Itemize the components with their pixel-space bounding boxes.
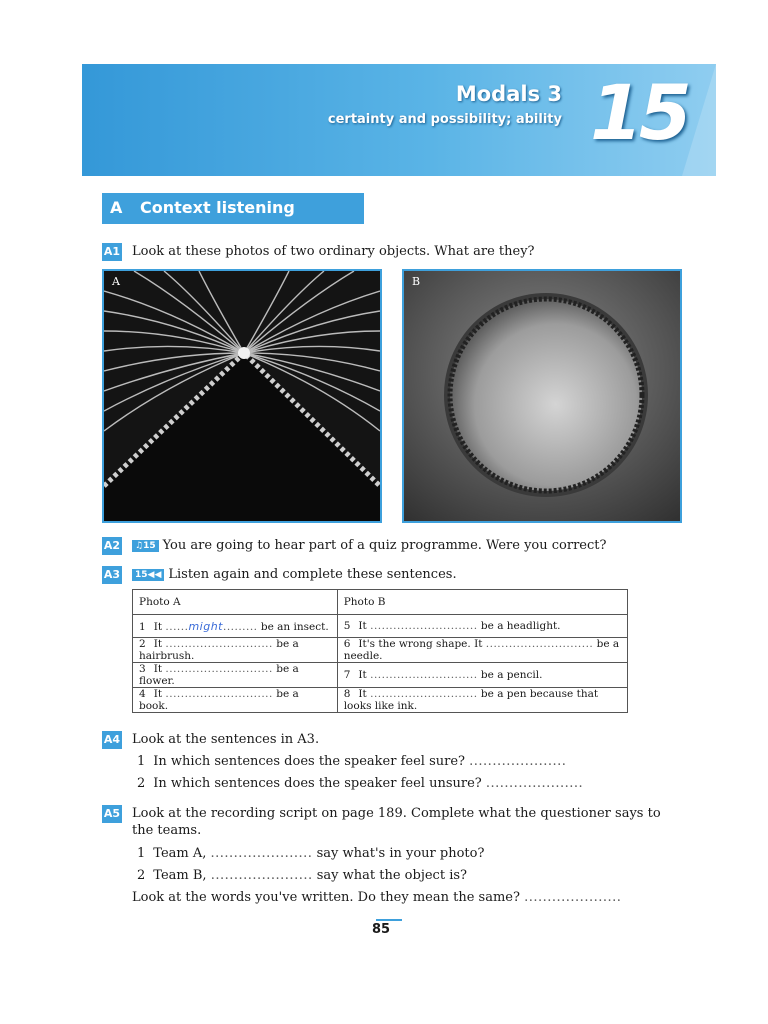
table-cell: [337, 615, 627, 638]
sentence-start: It: [153, 638, 163, 650]
task-a3-instruction: [132, 567, 457, 582]
task-a5-instruction-line-2: the teams.: [132, 823, 202, 838]
blank-dots[interactable]: ............................: [370, 688, 478, 700]
audio-track-badge[interactable]: [132, 569, 164, 581]
item-number: 3: [139, 663, 146, 675]
task-a2-text: You are going to hear part of a quiz programme. Were you correct?: [162, 538, 607, 553]
table-row: [133, 615, 628, 638]
item-number: 5: [343, 620, 351, 632]
question-start: Team B,: [153, 868, 207, 883]
blank-dots[interactable]: ............................: [165, 638, 273, 650]
table-row: [133, 663, 628, 688]
book-pages-illustration: [104, 271, 380, 521]
sentence-start: It: [153, 688, 163, 700]
handwritten-answer: might: [188, 619, 223, 633]
blank-dots[interactable]: ............................: [370, 620, 478, 632]
sentence-end: be a book.: [139, 688, 299, 712]
item-number: 1: [137, 754, 146, 769]
question-text: In which sentences does the speaker feel unsure?: [153, 776, 482, 791]
sentence-start: It's the wrong shape. It: [358, 638, 483, 650]
task-a5-final-question: [132, 890, 621, 905]
item-number: 2: [137, 868, 146, 883]
sentence-start: It: [358, 620, 367, 632]
blank-dots[interactable]: ............................: [370, 669, 478, 681]
blank-dots[interactable]: ......might.........: [165, 619, 258, 633]
sentence-start: It: [153, 620, 163, 633]
sentence-end: be an insect.: [260, 620, 329, 633]
pen-tip-illustration: [404, 271, 680, 521]
blank-dots[interactable]: .....................: [469, 754, 567, 769]
task-a5-instruction-line-1: Look at the recording script on page 189. Complete what the questioner says to: [132, 806, 661, 821]
task-a1-instruction: Look at these photos of two ordinary objects. What are they?: [132, 244, 535, 259]
chapter-title: Modals 3: [455, 82, 562, 106]
task-a4-instruction: Look at the sentences in A3.: [132, 732, 320, 747]
audio-track-number: 15: [135, 570, 148, 580]
sentence-end: be a headlight.: [480, 620, 561, 632]
question-start: Team A,: [153, 846, 207, 861]
table-cell: [133, 663, 338, 688]
task-a2-instruction: [132, 538, 606, 553]
item-number: 2: [139, 638, 146, 650]
item-number: 1: [137, 846, 146, 861]
section-bar: [102, 193, 364, 224]
table-row: [133, 688, 628, 713]
audio-track-number: 15: [143, 541, 156, 551]
question-text: In which sentences does the speaker feel sure?: [153, 754, 466, 769]
item-number: 8: [343, 688, 351, 700]
sentence-end: be a pen because that looks like ink.: [343, 688, 599, 712]
table-cell: [337, 663, 627, 688]
headphones-icon: ♫: [135, 541, 144, 551]
task-tag-a3: A3: [102, 566, 122, 584]
table-header-row: [133, 590, 628, 615]
sentence-start: It: [358, 688, 367, 700]
table-cell: [133, 638, 338, 663]
photo-b: [402, 269, 682, 523]
table-cell: [337, 688, 627, 713]
task-a5-question-1: [137, 846, 484, 861]
table-cell: [337, 638, 627, 663]
sentence-start: It: [358, 669, 367, 681]
task-tag-a5: A5: [102, 805, 122, 823]
table-cell: [133, 615, 338, 638]
item-number: 1: [139, 620, 146, 633]
item-number: 6: [343, 638, 351, 650]
sentence-start: It: [153, 663, 163, 675]
sentence-end: be a hairbrush.: [139, 638, 299, 662]
sentence-end: be a pencil.: [480, 669, 543, 681]
section-letter: A: [110, 198, 123, 217]
blank-dots[interactable]: ............................: [165, 688, 273, 700]
sentence-end: be a needle.: [343, 638, 620, 662]
blank-dots[interactable]: .....................: [485, 776, 584, 791]
blank-dots[interactable]: ......................: [210, 868, 313, 883]
task-tag-a2: A2: [102, 537, 122, 555]
sentence-table: [132, 589, 628, 713]
task-a3-text: Listen again and complete these sentences.: [168, 567, 457, 582]
blank-dots[interactable]: ............................: [165, 663, 273, 675]
item-number: 2: [137, 776, 146, 791]
photo-b-label: B: [412, 275, 421, 288]
task-a5-question-2: [137, 868, 467, 883]
table-cell: [133, 688, 338, 713]
item-number: 4: [139, 688, 146, 700]
task-tag-a1: A1: [102, 243, 122, 261]
unit-number: 15: [590, 68, 688, 157]
task-tag-a4: A4: [102, 731, 122, 749]
item-number: 7: [343, 669, 351, 681]
question-end: say what the object is?: [316, 868, 467, 883]
task-a4-question-1: [137, 754, 566, 769]
blank-dots[interactable]: ......................: [210, 846, 313, 861]
rewind-icon: ◀◀: [147, 570, 162, 580]
chapter-subtitle: certainty and possibility; ability: [327, 112, 562, 127]
task-a4-question-2: [137, 776, 583, 791]
blank-dots[interactable]: ............................: [485, 638, 594, 650]
page-number: 85: [372, 922, 391, 937]
chapter-header: [82, 64, 716, 176]
table-row: [133, 638, 628, 663]
blank-dots[interactable]: .....................: [524, 890, 622, 905]
question-end: say what's in your photo?: [316, 846, 485, 861]
table-header-photo-b: Photo B: [337, 590, 627, 615]
sentence-end: be a flower.: [139, 663, 299, 687]
photo-a: [102, 269, 382, 523]
section-title: Context listening: [140, 198, 295, 217]
audio-track-badge[interactable]: [132, 540, 159, 552]
page-number-rule: [376, 919, 402, 921]
question-text: Look at the words you've written. Do they mean the same?: [132, 890, 520, 905]
photo-a-label: A: [112, 275, 120, 288]
table-header-photo-a: Photo A: [133, 590, 338, 615]
